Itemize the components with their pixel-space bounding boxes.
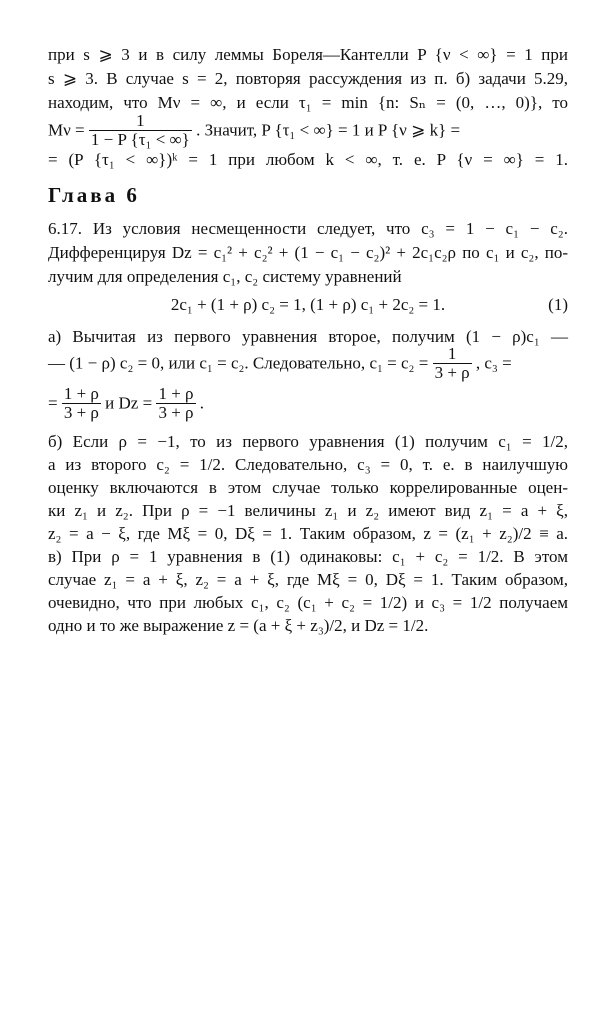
fraction-c3	[62, 385, 101, 422]
problem-6-17-line-1: 6.17. Из условия несмещенности следует, что c₃ = 1 − c₁ − c₂.	[48, 219, 568, 238]
c1-eq-c2-label: c₁ = c₂ =	[369, 353, 429, 373]
text-line-2: s ⩾ 3. В случае s = 2, повторяя рассуждения из п. б) задачи 5.29,	[48, 69, 568, 88]
fraction-denominator: 3 + ρ	[63, 403, 99, 422]
part-b-line-4: ки z₁ и z₂. При ρ = −1 величины z₁ и z₂ имеют вид z₁ = a + ξ,	[48, 501, 568, 520]
fraction-denominator: 3 + ρ	[158, 403, 194, 422]
part-c-line-4: одно и то же выражение z = (a + ξ + z₃)/2, и Dz = 1/2.	[48, 616, 429, 635]
chapter-heading: Глава 6	[48, 183, 140, 207]
part-b-line-2: а из второго c₂ = 1/2. Следовательно, c₃ = 0, т. е. в наилучшую	[48, 455, 568, 474]
c3-label: , c₃ =	[475, 353, 512, 373]
problem-6-17-line-2: Дифференцируя Dz = c₁² + c₂² + (1 − c₁ − c₂)² + 2c₁c₂ρ по c₁ и c₂, по-	[48, 243, 568, 262]
part-a-line-1: а) Вычитая из первого уравнения второе, получим (1 − ρ)c₁ —	[48, 327, 568, 346]
fraction-mv	[89, 112, 192, 149]
fraction-denominator: 1 − P {τ₁ < ∞}	[90, 130, 190, 149]
text-line-4-formula	[48, 112, 568, 152]
part-c-line-3: очевидно, что при любых c₁, c₂ (c₁ + c₂ = 1/2) и c₃ = 1/2 получаем	[48, 593, 568, 612]
text-line-5: = (P {τ₁ < ∞})ᵏ = 1 при любом k < ∞, т. е. P {ν = ∞} = 1.	[48, 150, 568, 169]
equation-number: (1)	[548, 295, 568, 314]
problem-6-17-line-3: лучим для определения c₁, c₂ систему уравнений	[48, 267, 402, 286]
equation-text: 2c₁ + (1 + ρ) c₂ = 1, (1 + ρ) c₁ + 2c₂ = 1.	[170, 295, 446, 314]
fraction-numerator: 1	[89, 112, 192, 131]
period: .	[199, 393, 205, 413]
mv-label: Mν =	[48, 120, 85, 140]
fraction-denominator: 3 + ρ	[434, 363, 470, 382]
text-line-3: находим, что Mν = ∞, и если τ₁ = min {n: Sₙ = (0, …, 0)}, то	[48, 93, 568, 112]
part-a-line-3	[48, 385, 568, 425]
dz-label: и Dz =	[105, 393, 153, 413]
part-a-line-2-text: — (1 − ρ) c₂ = 0, или c₁ = c₂. Следовательно,	[48, 353, 366, 373]
text-line-1: при s ⩾ 3 и в силу леммы Бореля—Кантелли P {ν < ∞} = 1 при	[48, 45, 568, 64]
fraction-numerator: 1	[433, 345, 472, 364]
fraction-dz	[156, 385, 195, 422]
part-c-line-2: случае z₁ = a + ξ, z₂ = a + ξ, где Mξ = 0, Dξ = 1. Таким образом,	[48, 570, 568, 589]
part-b-line-5: z₂ = a − ξ, где Mξ = 0, Dξ = 1. Таким образом, z = (z₁ + z₂)/2 ≡ a.	[48, 524, 568, 543]
fraction-numerator: 1 + ρ	[158, 384, 194, 403]
fraction-c1	[433, 345, 472, 382]
equation-1	[48, 294, 568, 316]
part-b-line-3: оценку включаются в этом случае только коррелированные оцен-	[48, 478, 568, 497]
fraction-numerator: 1 + ρ	[63, 384, 99, 403]
line-4-rest: . Значит, P {τ₁ < ∞} = 1 и P {ν ⩾ k} =	[196, 120, 461, 140]
part-b-line-1: б) Если ρ = −1, то из первого уравнения (1) получим c₁ = 1/2,	[48, 432, 568, 451]
part-a-line-2	[48, 345, 568, 385]
equals-sign: =	[48, 393, 58, 413]
part-c-line-1: в) При ρ = 1 уравнения в (1) одинаковы: c₁ + c₂ = 1/2. В этом	[48, 547, 568, 566]
